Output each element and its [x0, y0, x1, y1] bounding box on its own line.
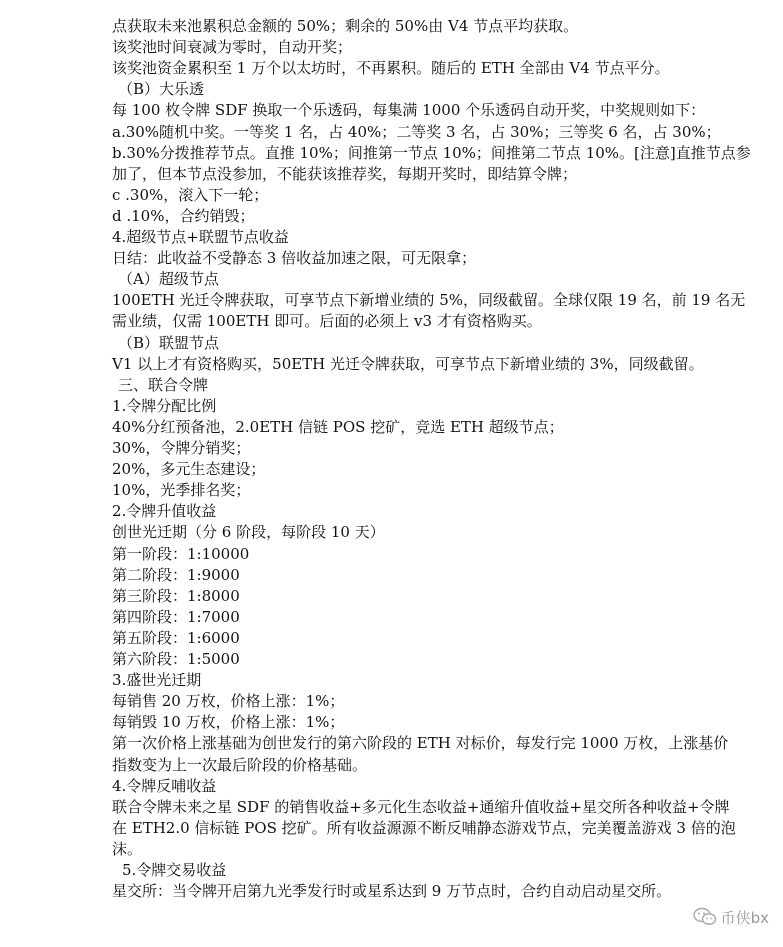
- section-heading: 三、联合令牌: [118, 376, 209, 394]
- text-line: V1 以上才有资格购买，50ETH 光迁令牌获取，可享节点下新增业绩的 3%，同级截留。: [112, 355, 704, 373]
- text-line: 在 ETH2.0 信标链 POS 挖矿。所有收益源源不断反哺静态游戏节点，完美覆盖游戏 3 倍的泡: [112, 819, 736, 837]
- text-line: b.30%分拨推荐节点。直推 10%；间推第一节点 10%；间推第二节点 10%。[注意]直推节点参: [112, 144, 751, 162]
- watermark-text: 币侠bx: [720, 908, 769, 927]
- text-line: 40%分红预备池，2.0ETH 信链 POS 挖矿，竞选 ETH 超级节点；: [112, 418, 564, 436]
- text-line: 该奖池资金累积至 1 万个以太坊时，不再累积。随后的 ETH 全部由 V4 节点平分。: [112, 59, 670, 77]
- text-line: 星交所：当令牌开启第九光季发行时或星系达到 9 万节点时，合约自动启动星交所。: [112, 882, 672, 900]
- text-line: 联合令牌未来之星 SDF 的销售收益+多元化生态收益+通缩升值收益+星交所各种收益+令牌: [112, 798, 730, 816]
- section-heading: 5.令牌交易收益: [122, 861, 227, 879]
- text-line: a.30%随机中奖。一等奖 1 名，占 40%；二等奖 3 名，占 30%；三等奖 6 名，占 30%；: [112, 123, 721, 141]
- section-heading: 3.盛世光迁期: [112, 671, 202, 689]
- text-line: 指数变为上一次最后阶段的价格基础。: [112, 756, 368, 774]
- text-line: 第五阶段：1:6000: [112, 629, 240, 647]
- text-line: 20%，多元生态建设；: [112, 460, 266, 478]
- text-line: 沫。: [112, 840, 143, 858]
- section-heading: （A）超级节点: [118, 270, 219, 288]
- text-line: 第六阶段：1:5000: [112, 650, 240, 668]
- text-line: 第四阶段：1:7000: [112, 608, 240, 626]
- text-line: 点获取未来池累积总金额的 50%；剩余的 50%由 V4 节点平均获取。: [112, 17, 579, 35]
- text-line: 每 100 枚令牌 SDF 换取一个乐透码，每集满 1000 个乐透码自动开奖，中奖规则如下：: [112, 101, 706, 119]
- text-line: 每销售 20 万枚，价格上涨：1%；: [112, 692, 345, 710]
- text-line: 第一阶段：1:10000: [112, 545, 250, 563]
- section-heading: 4.超级节点+联盟节点收益: [112, 228, 289, 246]
- text-line: 创世光迁期（分 6 阶段，每阶段 10 天）: [112, 523, 385, 541]
- wechat-icon: [693, 907, 717, 927]
- section-heading: （B）大乐透: [118, 80, 205, 98]
- text-line: 日结：此收益不受静态 3 倍收益加速之限，可无限拿；: [112, 249, 477, 267]
- text-line: c .30%，滚入下一轮；: [112, 186, 269, 204]
- text-line: 100ETH 光迁令牌获取，可享节点下新增业绩的 5%，同级截留。全球仅限 19 名，前 19 名无: [112, 291, 746, 309]
- text-line: 加了，但本节点没参加，不能获该推荐奖，每期开奖时，即结算令牌；: [112, 165, 578, 183]
- text-line: 10%，光季排名奖；: [112, 481, 251, 499]
- section-heading: （B）联盟节点: [118, 334, 220, 352]
- text-line: 需业绩，仅需 100ETH 即可。后面的必须上 v3 才有资格购买。: [112, 312, 542, 330]
- section-heading: 4.令牌反哺收益: [112, 777, 217, 795]
- text-line: 第一次价格上涨基础为创世发行的第六阶段的 ETH 对标价，每发行完 1000 万枚，上涨基价: [112, 734, 729, 752]
- text-line: 30%，令牌分销奖；: [112, 439, 251, 457]
- text-line: d .10%，合约销毁；: [112, 207, 255, 225]
- text-line: 第二阶段：1:9000: [112, 566, 240, 584]
- section-heading: 2.令牌升值收益: [112, 502, 217, 520]
- watermark: [693, 904, 769, 930]
- section-heading: 1.令牌分配比例: [112, 397, 217, 415]
- text-line: 该奖池时间衰减为零时，自动开奖；: [112, 38, 353, 56]
- text-line: 第三阶段：1:8000: [112, 587, 240, 605]
- text-line: 每销毁 10 万枚，价格上涨：1%；: [112, 713, 345, 731]
